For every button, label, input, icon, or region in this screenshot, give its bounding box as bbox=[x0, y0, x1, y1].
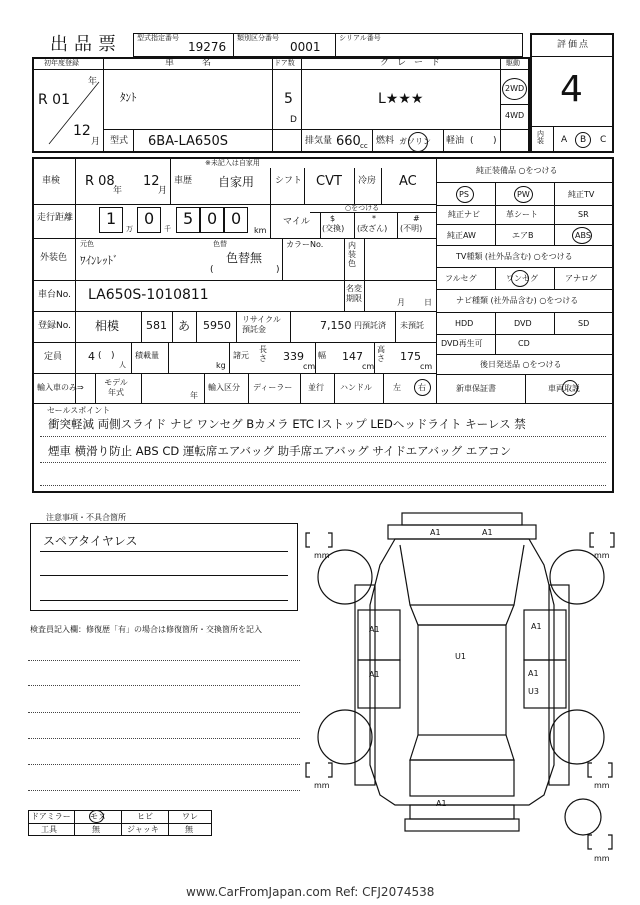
displacement-value: 660 bbox=[336, 134, 361, 149]
car-name: ﾀﾝﾄ bbox=[120, 91, 137, 104]
mm-unit: mm bbox=[594, 551, 610, 560]
fuel-value: ガソリン bbox=[399, 137, 431, 146]
length-cm: cm bbox=[303, 362, 316, 371]
check-jack-val: 無 bbox=[185, 825, 193, 834]
interior-grade-a: A bbox=[561, 135, 568, 145]
manual-circle bbox=[562, 380, 578, 396]
after-title: 後日発送品 ○をつける bbox=[480, 360, 562, 369]
inspector-label: 検査員記入欄：修復歴「有」の場合は修復箇所・交換箇所を記入 bbox=[30, 625, 262, 634]
repaint-paren-open: ( bbox=[210, 265, 214, 275]
mileage-digit-2: 0 bbox=[144, 209, 155, 228]
interior-grade-b: B bbox=[580, 135, 587, 145]
car-name-label: 車名 bbox=[165, 58, 240, 68]
tamper-label: (改ざん) bbox=[357, 224, 388, 233]
cc-unit: cc bbox=[360, 142, 368, 150]
width-value: 147 bbox=[342, 350, 363, 363]
shift-label: シフト bbox=[275, 176, 303, 186]
parallel-label: 並行 bbox=[308, 383, 324, 392]
diagram-mark: A1 bbox=[369, 670, 380, 679]
load-kg: kg bbox=[216, 361, 226, 370]
tv-fullseg: フルセグ bbox=[445, 274, 477, 283]
navi-title: ナビ種類 (社外品含む) ○をつける bbox=[456, 296, 579, 305]
check-mirror-val: モヌ bbox=[90, 812, 106, 821]
check-crack: ヒビ bbox=[137, 812, 153, 821]
tv-oneseg: ワンセグ bbox=[506, 274, 538, 283]
sales-line-2: 煙車 横滑り防止 ABS CD 運転席エアバッグ 助手席エアバッグ サイドエアバッグ エアコン bbox=[48, 444, 512, 458]
tamper-symbol: * bbox=[372, 214, 376, 223]
first-reg-month: 12 bbox=[73, 123, 91, 139]
height-value: 175 bbox=[400, 350, 421, 363]
equip-airbag: エアB bbox=[512, 231, 534, 240]
tv-analog: アナログ bbox=[565, 274, 597, 283]
sales-label: セールスポイント bbox=[47, 406, 111, 415]
interior-label: 内装 bbox=[537, 130, 544, 145]
period-month: 月 bbox=[397, 298, 405, 307]
equip-navi: 純正ナビ bbox=[448, 210, 480, 219]
grade-label: グレード bbox=[380, 58, 449, 68]
length-label: 長さ bbox=[259, 345, 267, 363]
unknown-symbol: # bbox=[413, 214, 420, 223]
equipment-title: 純正装備品 ○をつける bbox=[476, 166, 558, 175]
shaken-month: 12 bbox=[143, 174, 160, 189]
shaken-label: 車検 bbox=[42, 176, 61, 186]
reg-num: 5950 bbox=[203, 319, 231, 332]
fuel-paren-open: ( bbox=[470, 136, 474, 146]
category-no-label: 類別区分番号 bbox=[237, 34, 279, 42]
chassis-value: LA650S-1010811 bbox=[88, 287, 209, 303]
height-cm: cm bbox=[420, 362, 433, 371]
mm-unit: mm bbox=[594, 854, 610, 863]
exchange-symbol: $ bbox=[330, 214, 336, 223]
import-label: 輸入車のみ⇒ bbox=[37, 383, 84, 392]
orig-color-label: 元色 bbox=[80, 240, 94, 248]
equip-aw: 純正AW bbox=[447, 231, 476, 240]
capacity-paren-open: ( bbox=[98, 351, 102, 361]
shaken-year-unit: 年 bbox=[113, 186, 123, 196]
light-oil-label: 軽油 bbox=[446, 136, 465, 146]
fuel-paren-close: ) bbox=[493, 136, 497, 146]
model-no-label: 型式指定番号 bbox=[137, 34, 179, 42]
dvd-play: DVD再生可 bbox=[441, 339, 483, 348]
grade-value: L★★★ bbox=[378, 91, 424, 107]
width-cm: cm bbox=[362, 362, 375, 371]
width-label: 幅 bbox=[318, 351, 326, 360]
navi-dvd: DVD bbox=[514, 319, 532, 328]
drive-label: 駆動 bbox=[506, 59, 520, 67]
tv-title: TV種類 (社外品含む) ○をつける bbox=[456, 252, 573, 261]
recycle-paid: 円預託済 bbox=[354, 321, 386, 330]
mm-unit: mm bbox=[314, 781, 330, 790]
length-value: 339 bbox=[283, 350, 304, 363]
doors-label: ドア数 bbox=[274, 59, 295, 67]
mileage-man: 万 bbox=[126, 225, 133, 233]
drive-4wd: 4WD bbox=[505, 111, 525, 120]
capacity-paren-close: ) bbox=[111, 351, 115, 361]
serial-label: シリアル番号 bbox=[339, 34, 381, 42]
after-warranty: 新車保証書 bbox=[456, 384, 496, 393]
orig-color-value: ﾜｲﾝﾚｯﾄﾞ bbox=[80, 254, 119, 267]
diagram-mark: U1 bbox=[455, 652, 466, 661]
capacity-value: 4 bbox=[88, 350, 95, 363]
navi-sd: SD bbox=[578, 319, 590, 328]
sales-line-1: 衝突軽減 両側スライド ナビ ワンセグ Bカメラ ETC Iストップ LEDヘッドライト キーレス 禁 bbox=[48, 417, 526, 431]
equip-abs: ABS bbox=[575, 231, 591, 240]
category-no: 0001 bbox=[290, 40, 321, 54]
score-label: 評価点 bbox=[557, 40, 591, 50]
reg-class: 581 bbox=[146, 319, 167, 332]
fuel-label: 燃料 bbox=[376, 136, 395, 146]
mile-label: マイル bbox=[283, 217, 310, 227]
shaken-year: R 08 bbox=[85, 174, 115, 189]
left-handle: 左 bbox=[393, 383, 401, 392]
chassis-label: 車台No. bbox=[38, 290, 71, 300]
repaint-value: 色替無 bbox=[226, 251, 263, 265]
load-label: 積載量 bbox=[135, 351, 159, 360]
model-year-label: モデル年式 bbox=[104, 378, 128, 397]
type-label: 型式 bbox=[110, 136, 129, 146]
door-type: D bbox=[290, 115, 297, 125]
check-jack: ジャッキ bbox=[127, 825, 159, 834]
mm-unit: mm bbox=[594, 781, 610, 790]
mileage-digit-4: 0 bbox=[207, 209, 218, 228]
reg-kana: あ bbox=[178, 319, 191, 333]
mm-unit: mm bbox=[314, 551, 330, 560]
model-period-label: 名変期限 bbox=[346, 284, 362, 303]
after-manual: 車両取説 bbox=[548, 384, 580, 393]
history-value: 自家用 bbox=[218, 175, 255, 189]
notes-label: 注意事項・不具合箇所 bbox=[46, 513, 126, 522]
type-value: 6BA-LA650S bbox=[148, 134, 228, 149]
handle-label: ハンドル bbox=[340, 383, 372, 392]
import-type-label: 輸入区分 bbox=[208, 383, 240, 392]
equip-ps: PS bbox=[459, 190, 469, 199]
period-day: 日 bbox=[424, 298, 432, 307]
cd-label: CD bbox=[518, 339, 530, 348]
repaint-paren-close: ) bbox=[276, 265, 280, 275]
diagram-mark: A1 bbox=[528, 669, 539, 678]
exchange-label: (交換) bbox=[322, 224, 345, 233]
mileage-circle-label: ○をつける bbox=[345, 204, 380, 212]
dealer-label: ディーラー bbox=[253, 383, 293, 392]
first-reg-label: 初年度登録 bbox=[44, 59, 79, 67]
check-tools: 工具 bbox=[41, 825, 57, 834]
reg-label: 登録No. bbox=[38, 321, 71, 331]
recycle-label: リサイクル預託金 bbox=[242, 315, 281, 335]
mileage-digit-5: 0 bbox=[231, 209, 242, 228]
note-unlisted: ※未記入は自家用 bbox=[205, 159, 260, 167]
page-title: 出品票 bbox=[50, 34, 122, 55]
navi-hdd: HDD bbox=[455, 319, 474, 328]
equip-sr: SR bbox=[578, 210, 589, 219]
height-label: 高さ bbox=[377, 345, 385, 363]
drive-2wd: 2WD bbox=[505, 84, 525, 93]
color-no-label: カラーNo. bbox=[286, 240, 324, 249]
check-mirror: ドアミラー bbox=[31, 812, 71, 821]
diagram-mark: A1 bbox=[430, 528, 441, 537]
diagram-mark: A1 bbox=[369, 625, 380, 634]
right-handle: 右 bbox=[418, 383, 426, 392]
color-label: 外装色 bbox=[40, 253, 68, 263]
mileage-label: 走行距離 bbox=[37, 213, 74, 223]
diagram-mark: U3 bbox=[528, 687, 539, 696]
ac-label: 冷房 bbox=[358, 176, 377, 186]
model-no: 19276 bbox=[188, 40, 227, 54]
diagram-mark: A1 bbox=[482, 528, 493, 537]
first-reg-month-unit: 月 bbox=[91, 137, 101, 147]
recycle-value: 7,150 bbox=[320, 319, 352, 332]
shift-value: CVT bbox=[316, 174, 342, 189]
history-label: 車歴 bbox=[174, 176, 193, 186]
score-value: 4 bbox=[560, 69, 583, 110]
diagram-mark: A1 bbox=[531, 622, 542, 631]
recycle-unpaid: 未預託 bbox=[400, 321, 424, 330]
car-diagram bbox=[300, 505, 620, 865]
dims-label: 諸元 bbox=[233, 351, 249, 360]
mileage-digit-3: 5 bbox=[183, 209, 194, 228]
doors-value: 5 bbox=[284, 91, 293, 107]
mileage-digit-1: 1 bbox=[106, 209, 117, 228]
footer-watermark: www.CarFromJapan.com Ref: CFJ2074538 bbox=[186, 885, 435, 899]
mileage-km: km bbox=[254, 226, 267, 235]
first-reg-year-unit: 年 bbox=[88, 77, 98, 87]
equip-leather: 革シート bbox=[506, 210, 538, 219]
repaint-label: 色替 bbox=[213, 240, 227, 248]
unknown-label: (不明) bbox=[400, 224, 423, 233]
model-year-unit: 年 bbox=[190, 391, 198, 400]
ac-value: AC bbox=[399, 174, 417, 189]
diagram-mark: A1 bbox=[436, 799, 447, 808]
equip-tv: 純正TV bbox=[568, 190, 595, 199]
capacity-unit: 人 bbox=[119, 361, 126, 369]
displacement-label: 排気量 bbox=[305, 136, 333, 146]
check-break: ワレ bbox=[182, 812, 198, 821]
check-tools-val: 無 bbox=[92, 825, 100, 834]
interior-color-label: 内装色 bbox=[348, 241, 356, 268]
mirror-circle bbox=[89, 810, 104, 823]
reg-area: 相模 bbox=[95, 319, 120, 333]
capacity-label: 定員 bbox=[44, 352, 63, 362]
shaken-month-unit: 月 bbox=[158, 186, 168, 196]
notes-line-1: スペアタイヤレス bbox=[43, 534, 138, 548]
mileage-sen: 千 bbox=[164, 225, 171, 233]
interior-grade-c: C bbox=[600, 135, 607, 145]
first-reg-era: R 01 bbox=[38, 92, 70, 108]
equip-pw: PW bbox=[517, 190, 530, 199]
